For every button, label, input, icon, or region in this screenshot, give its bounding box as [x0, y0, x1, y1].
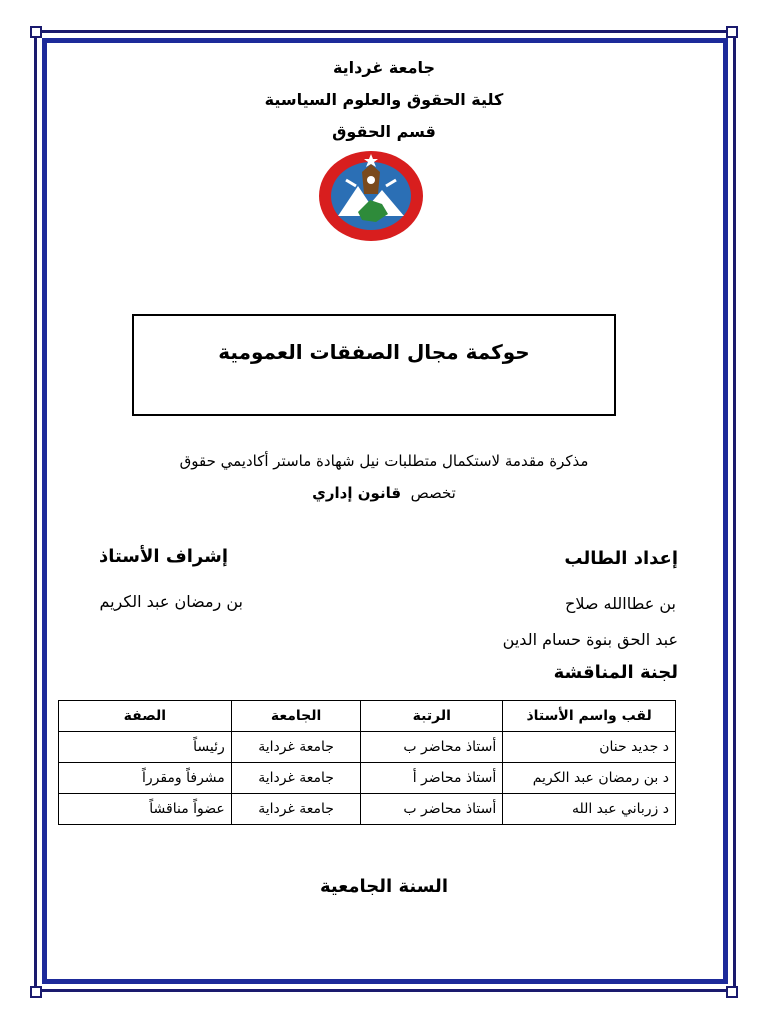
students-label: إعداد الطالب: [564, 548, 678, 569]
col-header-university: الجامعة: [231, 701, 361, 732]
member-name: د بن رمضان عبد الكريم: [503, 763, 676, 794]
academic-year: السنة الجامعية: [319, 876, 448, 897]
member-rank: أستاذ محاضر ب: [361, 794, 503, 825]
table-row: [59, 763, 676, 794]
supervisor-label: إشراف الأستاذ: [98, 546, 228, 567]
supervisor-name: بن رمضان عبد الكريم: [99, 592, 243, 611]
specialization-value: قانون إداري: [312, 484, 402, 502]
specialization-prefix: تخصص: [410, 484, 456, 502]
col-header-role: الصفة: [59, 701, 232, 732]
committee-table: [58, 700, 676, 825]
thesis-title-box: [132, 314, 616, 416]
table-row: [59, 794, 676, 825]
thesis-title: حوكمة مجال الصفقات العمومية: [218, 340, 530, 364]
memo-statement: مذكرة مقدمة لاستكمال متطلبات نيل شهادة ماستر أكاديمي حقوق: [179, 452, 589, 470]
student-name-2: عبد الحق بنوة حسام الدين: [502, 630, 678, 649]
member-name: د جديد حنان: [503, 732, 676, 763]
col-header-name: لقب واسم الأستاذ: [503, 701, 676, 732]
member-role: مشرفاً ومقرراً: [59, 763, 232, 794]
member-university: جامعة غرداية: [231, 794, 361, 825]
table-row: [59, 732, 676, 763]
member-university: جامعة غرداية: [231, 763, 361, 794]
department-name: قسم الحقوق: [332, 122, 436, 141]
frame-corner-bottom-right: [726, 986, 738, 998]
university-name: جامعة غرداية: [332, 58, 436, 77]
faculty-name: كلية الحقوق والعلوم السياسية: [264, 90, 504, 109]
member-university: جامعة غرداية: [231, 732, 361, 763]
table-header-row: [59, 701, 676, 732]
col-header-rank: الرتبة: [361, 701, 503, 732]
university-seal-icon: [318, 150, 424, 242]
member-name: د زرباني عبد الله: [503, 794, 676, 825]
committee-label: لجنة المناقشة: [553, 662, 678, 683]
frame-corner-bottom-left: [30, 986, 42, 998]
frame-corner-top-left: [30, 26, 42, 38]
member-rank: أستاذ محاضر ب: [361, 732, 503, 763]
member-rank: أستاذ محاضر أ: [361, 763, 503, 794]
member-role: رئيساً: [59, 732, 232, 763]
specialization-line: [0, 484, 768, 502]
frame-corner-top-right: [726, 26, 738, 38]
member-role: عضواً مناقشاً: [59, 794, 232, 825]
student-name-1: بن عطاالله صلاح: [564, 594, 676, 613]
